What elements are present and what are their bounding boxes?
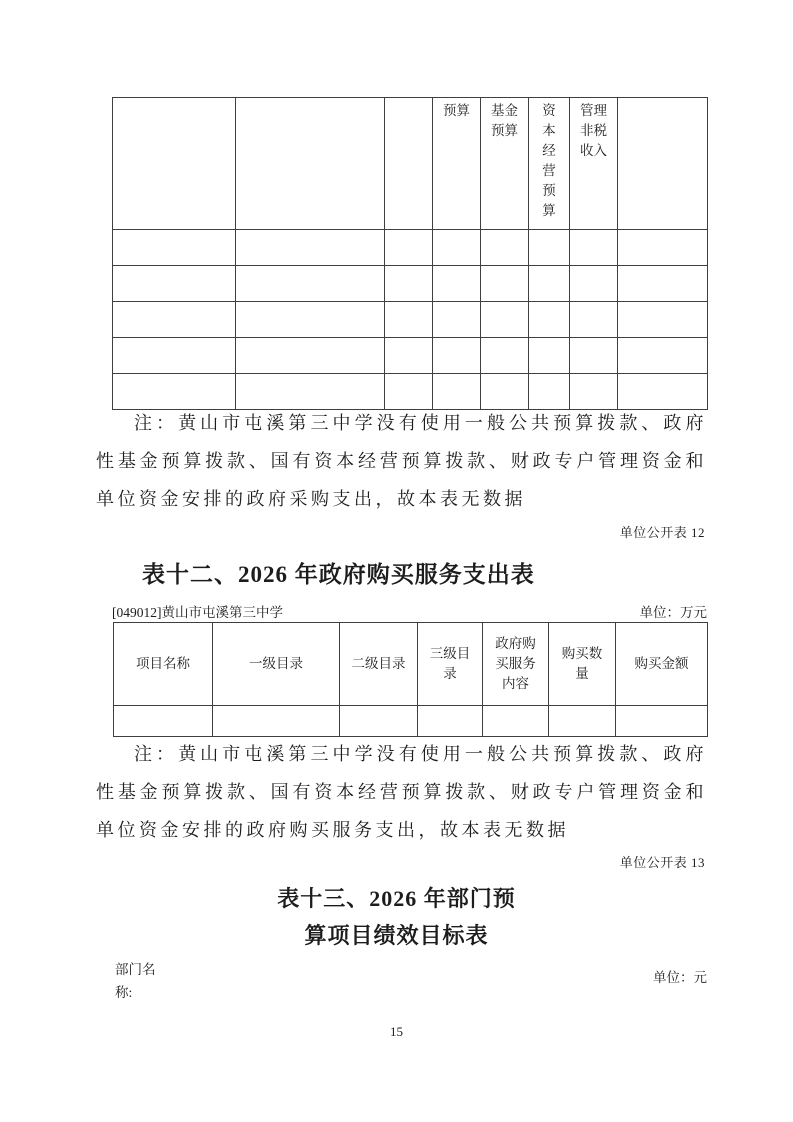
table12-title: 表十二、2026 年政府购买服务支出表 xyxy=(142,562,535,587)
table-row xyxy=(113,302,708,338)
header-cell-fund-budget: 基金预算 xyxy=(481,98,529,230)
page-number: 15 xyxy=(390,1024,403,1039)
note-table12: 注：黄山市屯溪第三中学没有使用一般公共预算拨款、政府性基金预算拨款、国有资本经营预算拨款、财政专户管理资金和单位资金安排的政府购买服务支出，故本表无数据 xyxy=(96,744,707,840)
table-header-row xyxy=(113,98,708,230)
table13-title-line2: 算项目绩效目标表 xyxy=(304,923,489,948)
table-header-row xyxy=(114,623,708,706)
table-row xyxy=(113,230,708,266)
header-cell-purchase-qty: 购买数量 xyxy=(549,623,616,706)
gov-purchase-service-table xyxy=(113,622,708,737)
header-cell-nontax-income: 管理非税收入 xyxy=(570,98,618,230)
procurement-expenditure-table-continued xyxy=(112,97,708,410)
header-cell xyxy=(236,98,385,230)
header-cell xyxy=(113,98,236,230)
table-row xyxy=(114,706,708,737)
table13-title xyxy=(0,880,793,954)
table13-sheet-label: 单位公开表 13 xyxy=(619,855,705,870)
header-cell-level3: 三级目录 xyxy=(418,623,483,706)
header-cell-level1: 一级目录 xyxy=(213,623,340,706)
org-name: [049012]黄山市屯溪第三中学 xyxy=(112,605,283,620)
note-table11: 注：黄山市屯溪第三中学没有使用一般公共预算拨款、政府性基金预算拨款、国有资本经营预算拨款、财政专户管理资金和单位资金安排的政府采购支出，故本表无数据 xyxy=(96,413,707,509)
header-cell-purchase-amount: 购买金额 xyxy=(616,623,708,706)
table13-meta-line xyxy=(115,958,707,1004)
table12-sheet-label: 单位公开表 12 xyxy=(619,525,705,540)
dept-name-label: 部门名称: xyxy=(115,962,156,1000)
table-row xyxy=(113,266,708,302)
header-cell xyxy=(385,98,433,230)
unit-label-yuan: 单位：元 xyxy=(653,970,707,985)
header-cell-budget: 预算 xyxy=(433,98,481,230)
header-cell-project-name: 项目名称 xyxy=(114,623,213,706)
table-row xyxy=(113,338,708,374)
table13-title-line1: 表十三、2026 年部门预 xyxy=(277,886,516,911)
header-cell-capital-budget: 资本经营预算 xyxy=(529,98,570,230)
header-cell xyxy=(618,98,708,230)
header-cell-level2: 二级目录 xyxy=(340,623,418,706)
unit-label-wanyuan: 单位：万元 xyxy=(639,605,707,620)
header-cell-service-content: 政府购买服务内容 xyxy=(483,623,549,706)
table12-meta-line xyxy=(112,601,707,621)
